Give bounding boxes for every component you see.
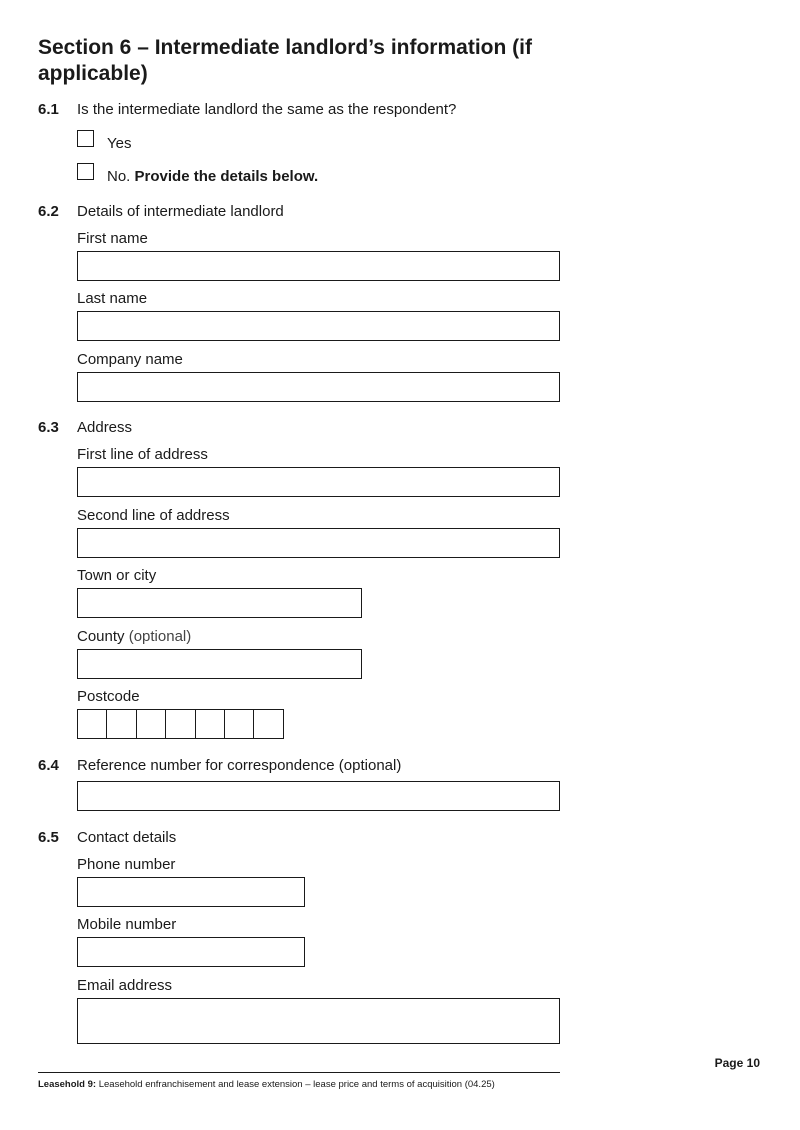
- mobile-field[interactable]: [77, 937, 305, 967]
- footer-divider: [38, 1072, 560, 1073]
- no-instruction: Provide the details below.: [134, 168, 319, 185]
- company-name-field[interactable]: [77, 372, 560, 402]
- no-checkbox[interactable]: [77, 163, 94, 180]
- yes-checkbox[interactable]: [77, 130, 94, 147]
- email-field[interactable]: [77, 998, 560, 1044]
- postcode-char-box[interactable]: [165, 709, 195, 739]
- company-name-label: Company name: [77, 351, 183, 368]
- question-text-6-4: Reference number for correspondence (optional): [77, 757, 402, 774]
- town-label: Town or city: [77, 567, 157, 584]
- postcode-char-box[interactable]: [77, 709, 107, 739]
- address-line2-field[interactable]: [77, 528, 560, 558]
- question-number-6-3: 6.3: [38, 419, 59, 436]
- question-number-6-2: 6.2: [38, 203, 59, 220]
- section-title: Section 6 – Intermediate landlord’s information (if applicable): [38, 36, 532, 85]
- postcode-char-box[interactable]: [224, 709, 254, 739]
- phone-field[interactable]: [77, 877, 305, 907]
- county-field[interactable]: [77, 649, 362, 679]
- postcode-label: Postcode: [77, 688, 140, 705]
- no-label: [107, 168, 318, 185]
- county-label-text: County: [77, 628, 125, 645]
- postcode-field: [77, 709, 284, 739]
- reference-number-field[interactable]: [77, 781, 560, 811]
- first-name-label: First name: [77, 230, 148, 247]
- no-text: No.: [107, 168, 131, 185]
- last-name-field[interactable]: [77, 311, 560, 341]
- first-name-field[interactable]: [77, 251, 560, 281]
- county-label: [77, 628, 191, 645]
- yes-label: Yes: [107, 135, 132, 152]
- postcode-char-box[interactable]: [253, 709, 283, 739]
- email-label: Email address: [77, 977, 173, 994]
- town-field[interactable]: [77, 588, 362, 618]
- question-number-6-5: 6.5: [38, 829, 59, 846]
- postcode-char-box[interactable]: [195, 709, 225, 739]
- question-text-6-5: Contact details: [77, 829, 177, 846]
- address-line2-label: Second line of address: [77, 507, 230, 524]
- footer-form-title: Leasehold enfranchisement and lease extension – lease price and terms of acquisition (04.25): [98, 1079, 495, 1090]
- question-text-6-2: Details of intermediate landlord: [77, 203, 284, 220]
- last-name-label: Last name: [77, 290, 148, 307]
- question-text-6-3: Address: [77, 419, 133, 436]
- page-number: Page 10: [714, 1056, 760, 1070]
- question-number-6-4: 6.4: [38, 757, 59, 774]
- postcode-char-box[interactable]: [136, 709, 166, 739]
- question-number-6-1: 6.1: [38, 101, 59, 118]
- county-optional-text: (optional): [128, 628, 192, 645]
- footer-form-code: Leasehold 9:: [38, 1079, 97, 1090]
- mobile-label: Mobile number: [77, 916, 177, 933]
- phone-label: Phone number: [77, 856, 176, 873]
- postcode-char-box[interactable]: [106, 709, 136, 739]
- footer-text: [38, 1079, 495, 1090]
- address-line1-field[interactable]: [77, 467, 560, 497]
- question-text-6-1: Is the intermediate landlord the same as the respondent?: [77, 101, 457, 118]
- address-line1-label: First line of address: [77, 446, 208, 463]
